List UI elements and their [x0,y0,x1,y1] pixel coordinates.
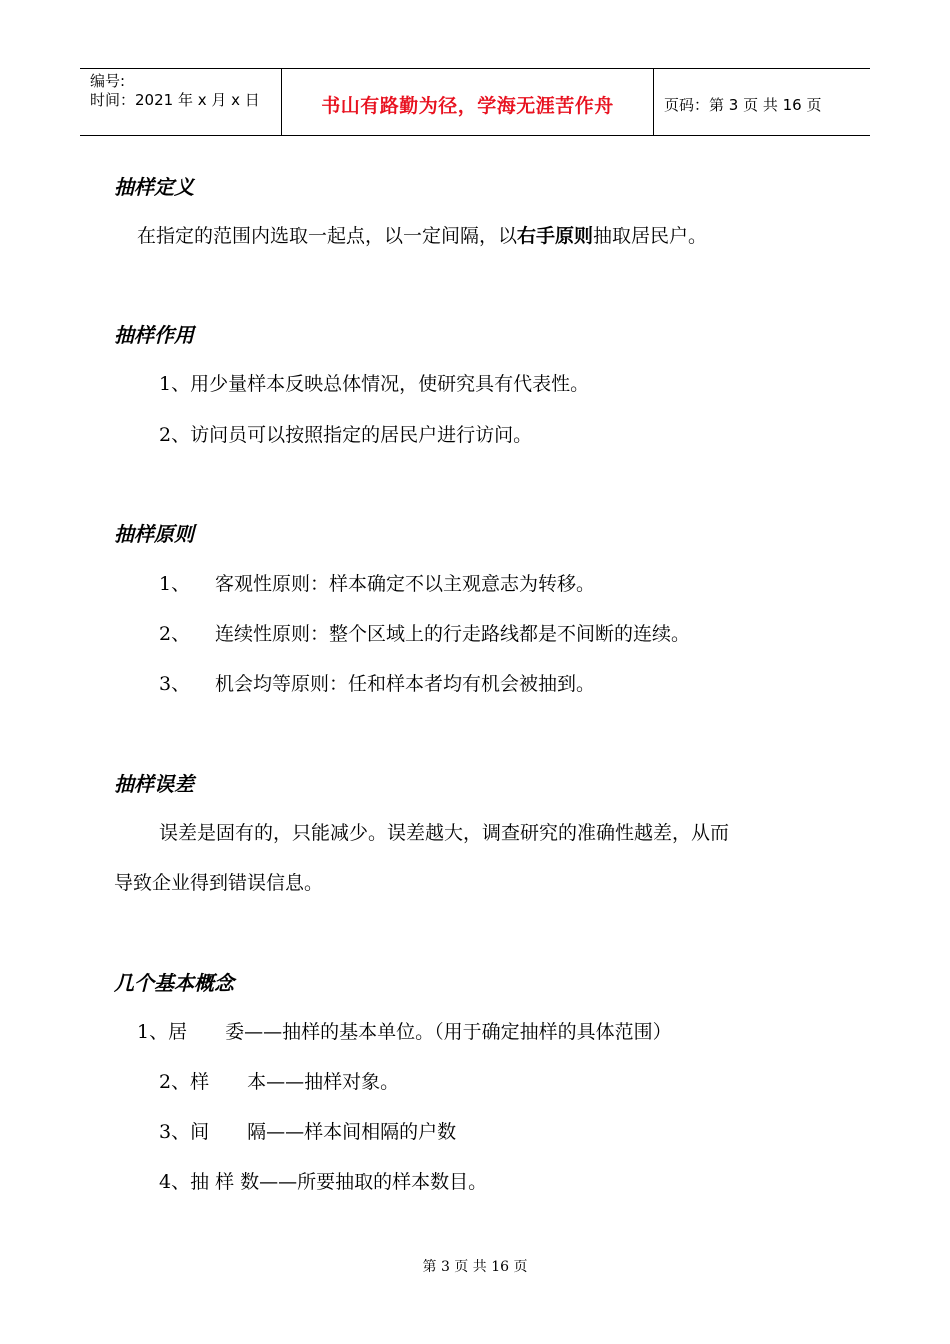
header-meta-cell [80,69,282,135]
concept-item: 4、抽 样 数——所要抽取的样本数目。 [159,1171,488,1193]
header-motto-cell [282,69,654,135]
section-title-purpose: 抽样作用 [114,323,194,347]
concept-item: 3、间 隔——样本间相隔的户数 [159,1121,457,1143]
purpose-item: 2、访问员可以按照指定的居民户进行访问。 [159,424,533,446]
doc-number-label: 编号: [90,72,126,90]
principle-number: 3、 [159,673,191,695]
concept-item: 1、居 委——抽样的基本单位。（用于确定抽样的具体范围） [137,1021,672,1043]
definition-text-after: 抽取居民户。 [593,225,708,247]
principle-text: 机会均等原则：任和样本者均有机会被抽到。 [215,673,596,695]
principle-item [159,571,595,597]
page-header [80,68,870,136]
purpose-item: 1、用少量样本反映总体情况，使研究具有代表性。 [159,373,590,395]
principle-text: 连续性原则：整个区域上的行走路线都是不间断的连续。 [215,623,691,645]
header-page-cell [654,69,870,135]
section-title-concepts: 几个基本概念 [114,971,234,995]
principle-item [159,621,690,647]
section-title-definition: 抽样定义 [114,175,194,199]
header-page-info: 页码：第 3 页 共 16 页 [664,95,822,114]
principle-number: 1、 [159,573,191,595]
definition-text-before: 在指定的范围内选取一起点，以一定间隔，以 [137,225,518,247]
error-paragraph-line1: 误差是固有的，只能减少。误差越大，调查研究的准确性越差，从而 [159,822,730,844]
doc-time-label: 时间：2021 年 x 月 x 日 [90,91,260,109]
principle-text: 客观性原则：样本确定不以主观意志为转移。 [215,573,596,595]
principle-number: 2、 [159,623,191,645]
principle-item [159,671,595,697]
page-footer: 第 3 页 共 16 页 [422,1259,528,1275]
section-title-principles: 抽样原则 [114,522,194,546]
error-paragraph-line2: 导致企业得到错误信息。 [114,872,324,894]
definition-paragraph [137,223,707,249]
concept-item: 2、样 本——抽样对象。 [159,1071,400,1093]
header-motto: 书山有路勤为径，学海无涯苦作舟 [321,94,614,117]
definition-emphasis: 右手原则 [517,225,594,247]
section-title-error: 抽样误差 [114,772,194,796]
